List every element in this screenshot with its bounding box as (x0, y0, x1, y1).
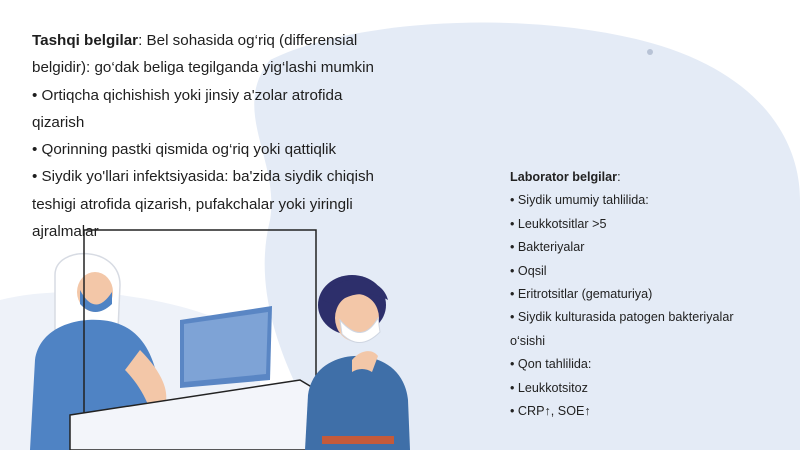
lab-signs-list (510, 189, 760, 423)
lab-signs-heading (510, 166, 760, 189)
lab-signs-item: • Siydik kulturasida patogen bakteriyalar o‘sishi (510, 310, 734, 348)
lab-signs-title-colon: : (617, 170, 621, 184)
external-signs-item: • Qorinning pastki qismida og‘riq yoki qattiqlik (32, 141, 337, 159)
lab-signs-item: • Eritrotsitlar (gematuriya) (510, 287, 653, 302)
external-signs-item: • Ortiqcha qichishish yoki jinsiy a'zolar atrofida qizarish (32, 86, 343, 131)
external-signs-title: Tashqi belgilar (32, 32, 139, 49)
lab-signs-item: • Oqsil (510, 263, 547, 278)
external-signs-list (32, 82, 392, 246)
external-signs-intro (32, 27, 392, 82)
lab-signs-item: • Bakteriyalar (510, 240, 585, 255)
lab-signs-item: • Leukkotsitoz (510, 380, 588, 395)
lab-signs-item: • Qon tahlilida: (510, 357, 592, 372)
computer-monitor-icon (180, 306, 272, 388)
external-signs-intro-text: : Bel sohasida og‘riq (differensial belgidir): go‘dak beliga tegilganda yig‘lashi mumkin (32, 32, 374, 77)
lab-signs-title: Laborator belgilar (510, 170, 618, 184)
lab-signs-item: • Siydik umumiy tahlilida: (510, 193, 649, 208)
external-signs-section (32, 27, 392, 245)
lab-signs-item: • CRP↑, SOE↑ (510, 404, 591, 419)
external-signs-item: • Siydik yo'llari infektsiyasida: ba'zida siydik chiqish teshigi atrofida qizarish, pufakchalar yoki yiringli ajralmalar (32, 168, 375, 241)
lab-signs-item: • Leukkotsitlar >5 (510, 216, 607, 231)
lab-signs-section (510, 166, 760, 423)
decorative-dot (647, 49, 653, 55)
